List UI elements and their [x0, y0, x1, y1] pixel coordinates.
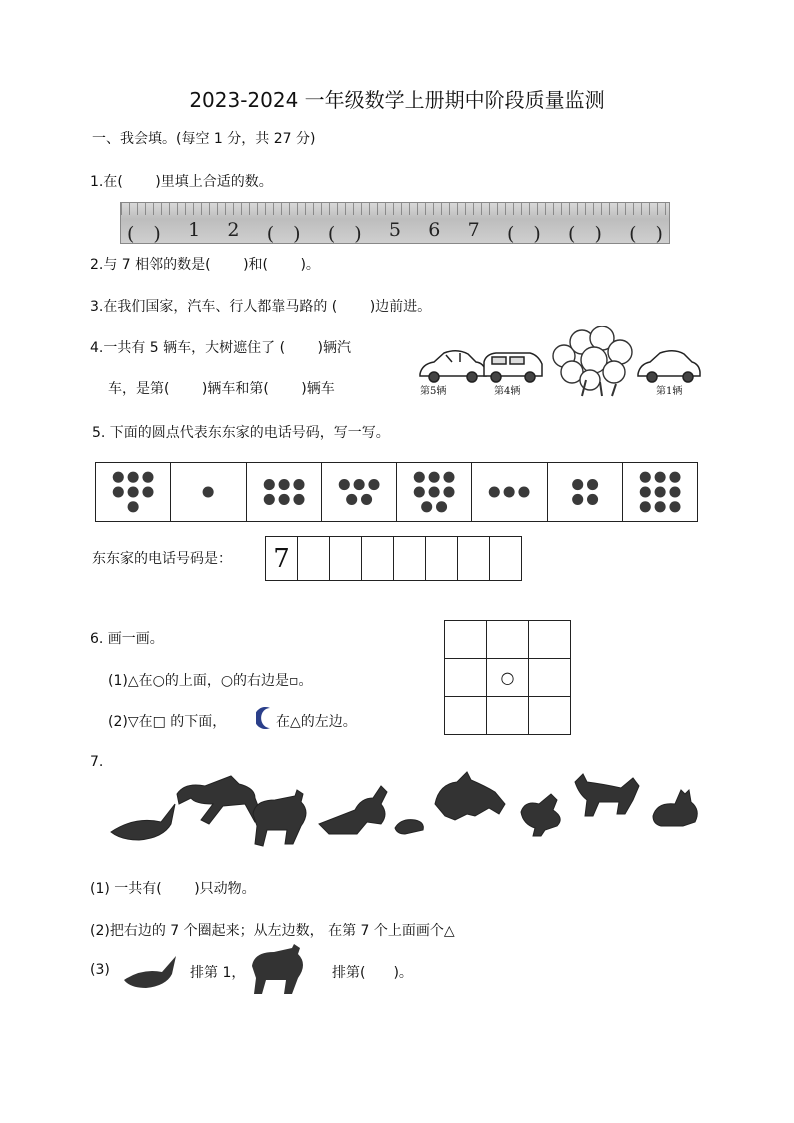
dot — [654, 486, 665, 497]
dot — [263, 494, 274, 505]
dot — [113, 486, 124, 497]
car-label-1: 第1辆 — [656, 386, 683, 397]
dot — [669, 472, 680, 483]
horse-icon — [177, 776, 265, 824]
mouse-icon — [395, 820, 423, 834]
phone-digit-box[interactable] — [426, 537, 458, 581]
moon-icon — [256, 706, 276, 730]
ruler-cell[interactable]: ( ) — [127, 223, 161, 245]
dot — [414, 472, 425, 483]
question-6: 6. 画一画。 — [90, 631, 164, 647]
dot — [489, 486, 500, 497]
car-label-5: 第5辆 — [420, 386, 447, 397]
grid-cell[interactable] — [529, 621, 571, 659]
ox-small-icon — [248, 944, 312, 996]
ruler-cell: 1 — [188, 219, 201, 241]
ruler-cell[interactable]: ( ) — [266, 223, 301, 245]
dot — [128, 486, 139, 497]
dot — [639, 501, 650, 512]
grid-cell[interactable] — [487, 621, 529, 659]
animals-row — [105, 764, 705, 850]
dot — [353, 479, 364, 490]
dot — [278, 479, 289, 490]
dot-card — [246, 463, 321, 522]
phone-digit-box: 7 — [266, 537, 298, 581]
dot — [436, 501, 447, 512]
question-4-line-2: 车，是第( )辆车和第( )辆车 — [108, 381, 335, 397]
ruler-cells — [127, 219, 663, 246]
tiger-icon — [435, 772, 505, 820]
ruler-cell: 6 — [428, 219, 441, 241]
dot — [669, 501, 680, 512]
question-4-line-1: 4.一共有 5 辆车，大树遮住了 ( )辆汽 — [90, 340, 351, 356]
dot — [142, 486, 153, 497]
ruler-cell: 5 — [388, 219, 402, 241]
dot — [587, 479, 598, 490]
question-6-part-2-a: (2)▽在□ 的下面， — [108, 714, 227, 730]
question-7-part-3-first: 排第 1， — [190, 965, 246, 981]
dot-card-dots — [247, 463, 321, 521]
question-6-part-1: (1)△在○的上面，○的右边是▫。 — [108, 673, 313, 689]
tree-icon — [553, 326, 632, 396]
question-7-part-1: (1) 一共有( )只动物。 — [90, 881, 256, 897]
phone-digit-box[interactable] — [362, 537, 394, 581]
dot — [203, 486, 214, 497]
ruler-cell: 2 — [227, 219, 240, 241]
question-7-part-3-label: (3) — [90, 962, 110, 978]
dot-card — [472, 463, 547, 522]
dot — [572, 479, 583, 490]
question-3: 3.在我们国家，汽车、行人都靠马路的 ( )边前进。 — [90, 299, 432, 315]
dot — [654, 472, 665, 483]
goat-icon — [575, 774, 639, 816]
question-6-part-2-b: 在△的左边。 — [276, 714, 357, 730]
position-grid — [444, 620, 571, 735]
question-2: 2.与 7 相邻的数是( )和( )。 — [90, 257, 320, 273]
dot-card-dots — [171, 463, 245, 521]
dot — [443, 472, 454, 483]
phone-digit-box[interactable] — [330, 537, 362, 581]
dot — [293, 479, 304, 490]
dot-card-dots — [322, 463, 396, 521]
dot-card-dots — [548, 463, 622, 521]
phone-number-label: 东东家的电话号码是： — [92, 551, 232, 567]
dot — [368, 479, 379, 490]
dot — [504, 486, 515, 497]
dot-card-dots — [623, 463, 697, 521]
grid-cell[interactable] — [487, 697, 529, 735]
dot — [639, 472, 650, 483]
car-label-4: 第4辆 — [494, 386, 521, 397]
dot — [572, 494, 583, 505]
dot — [654, 501, 665, 512]
dot — [293, 494, 304, 505]
dot — [338, 479, 349, 490]
phone-digit-box[interactable] — [394, 537, 426, 581]
dot — [429, 486, 440, 497]
dot-cards-table — [95, 462, 698, 522]
dot-card-dots — [472, 463, 546, 521]
dot-card-dots — [397, 463, 471, 521]
car-1-icon — [638, 351, 700, 382]
dot — [113, 472, 124, 483]
ox-icon — [253, 790, 306, 846]
dot-card — [171, 463, 246, 522]
ruler-cell[interactable]: ( ) — [568, 223, 602, 245]
dot — [429, 472, 440, 483]
dot — [263, 479, 274, 490]
question-5: 5. 下面的圆点代表东东家的电话号码，写一写。 — [92, 425, 390, 441]
rooster-icon — [521, 794, 560, 836]
phone-digit-box[interactable] — [298, 537, 330, 581]
dot — [414, 486, 425, 497]
dot — [142, 472, 153, 483]
question-7-part-3-rank: 排第( )。 — [332, 965, 413, 981]
car-5-icon — [420, 351, 486, 382]
dot — [361, 494, 372, 505]
dot — [128, 472, 139, 483]
dot-card — [96, 463, 171, 522]
car-4-icon — [484, 353, 542, 382]
dot — [443, 486, 454, 497]
number-ruler — [120, 202, 670, 244]
ruler-cell: 7 — [467, 219, 480, 241]
fish-small-icon — [122, 950, 180, 992]
ruler-cell[interactable]: ( ) — [629, 223, 663, 245]
grid-cell[interactable] — [445, 621, 487, 659]
dot — [421, 501, 432, 512]
question-1: 1.在( )里填上合适的数。 — [90, 174, 273, 190]
dot-card — [547, 463, 622, 522]
ruler-cell[interactable]: ( ) — [506, 223, 541, 245]
grid-cell[interactable] — [445, 659, 487, 697]
phone-number-boxes — [265, 536, 522, 581]
dot — [639, 486, 650, 497]
ruler-cell[interactable]: ( ) — [327, 223, 362, 245]
dot — [278, 494, 289, 505]
dot — [519, 486, 530, 497]
rabbit-icon — [653, 790, 697, 826]
section-heading: 一、我会填。(每空 1 分，共 27 分) — [92, 131, 316, 147]
grid-cell[interactable] — [529, 659, 571, 697]
dot-card-dots — [96, 463, 170, 521]
dot-card — [622, 463, 697, 522]
dot — [128, 501, 139, 512]
phone-digit-box[interactable] — [458, 537, 490, 581]
dot — [669, 486, 680, 497]
page-title: 2023-2024 一年级数学上册期中阶段质量监测 — [189, 88, 605, 112]
grid-cell-center[interactable]: ○ — [487, 659, 529, 697]
fish-icon — [111, 804, 175, 840]
question-7: 7. — [90, 754, 104, 770]
dot-card — [321, 463, 396, 522]
dot — [587, 494, 598, 505]
ruler-ticks — [121, 203, 669, 215]
phone-digit-box[interactable] — [490, 537, 522, 581]
dot — [346, 494, 357, 505]
monkey-icon — [319, 786, 387, 834]
grid-cell[interactable] — [445, 697, 487, 735]
dot-card — [397, 463, 472, 522]
grid-cell[interactable] — [529, 697, 571, 735]
question-7-part-2: (2)把右边的 7 个圈起来；从左边数， 在第 7 个上面画个△ — [90, 923, 455, 939]
